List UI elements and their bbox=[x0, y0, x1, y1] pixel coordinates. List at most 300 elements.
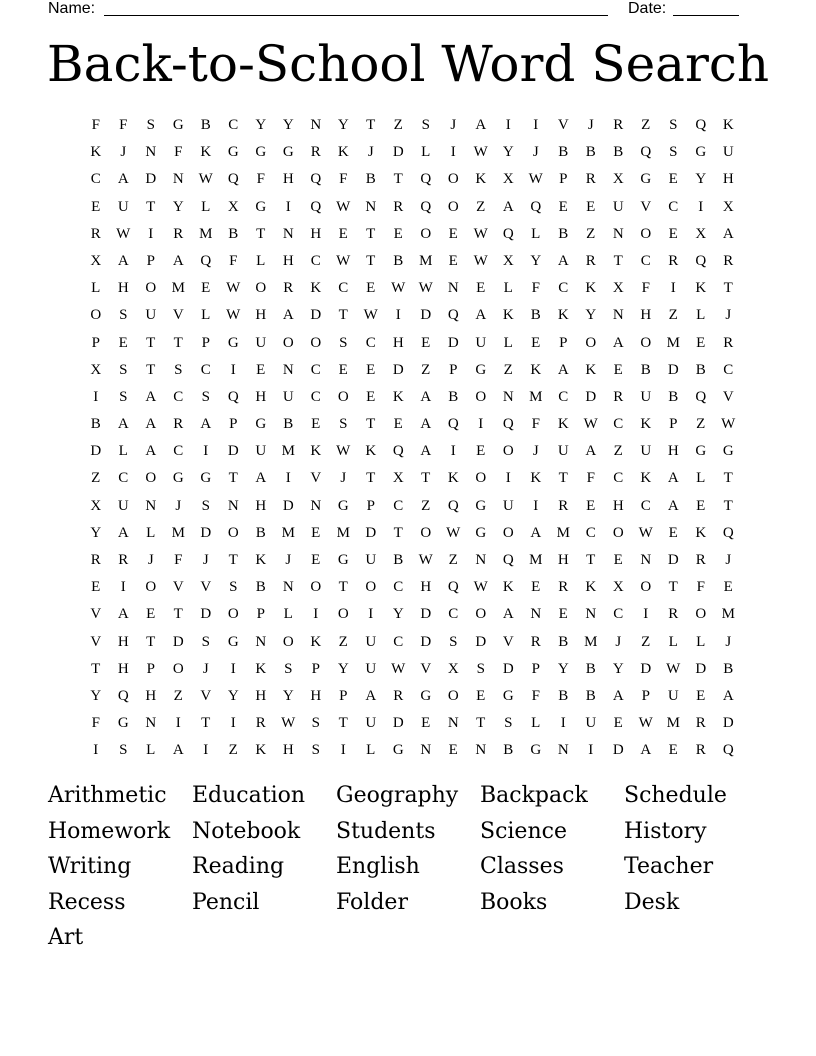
grid-letter: J bbox=[285, 552, 292, 568]
grid-row bbox=[82, 248, 742, 275]
grid-letter: U bbox=[255, 334, 267, 351]
grid-letter: W bbox=[336, 198, 351, 215]
grid-letter: O bbox=[227, 524, 239, 541]
grid-letter: G bbox=[337, 497, 349, 514]
grid-letter: D bbox=[420, 633, 432, 650]
grid-letter: O bbox=[145, 579, 157, 596]
word-list-item: Classes bbox=[480, 854, 564, 880]
grid-letter: P bbox=[229, 416, 238, 433]
grid-letter: C bbox=[393, 633, 404, 650]
grid-letter: T bbox=[586, 552, 596, 568]
grid-letter: F bbox=[229, 252, 238, 269]
grid-letter: S bbox=[119, 307, 128, 324]
grid-letter: N bbox=[612, 307, 624, 324]
grid-letter: M bbox=[281, 524, 295, 541]
grid-row bbox=[82, 194, 742, 221]
grid-letter: R bbox=[668, 606, 679, 623]
grid-row bbox=[82, 411, 742, 438]
grid-letter: B bbox=[585, 687, 596, 704]
grid-letter: Y bbox=[585, 307, 597, 324]
grid-letter: L bbox=[366, 742, 376, 759]
grid-letter: K bbox=[585, 280, 597, 297]
grid-letter: C bbox=[613, 606, 624, 623]
grid-letter: H bbox=[282, 742, 294, 759]
grid-letter: L bbox=[531, 225, 541, 242]
grid-letter: H bbox=[255, 687, 267, 704]
grid-letter: W bbox=[721, 416, 736, 433]
grid-letter: O bbox=[640, 334, 652, 351]
word-list-item: Homework bbox=[48, 818, 171, 844]
grid-letter: Q bbox=[420, 171, 432, 188]
grid-letter: E bbox=[256, 361, 266, 378]
grid-letter: Z bbox=[173, 687, 183, 704]
grid-letter: I bbox=[560, 715, 566, 732]
grid-letter: S bbox=[339, 416, 348, 433]
grid-row bbox=[82, 710, 742, 737]
grid-letter: G bbox=[475, 497, 487, 514]
grid-letter: W bbox=[446, 524, 461, 541]
grid-letter: B bbox=[365, 171, 376, 188]
grid-letter: U bbox=[640, 443, 652, 460]
grid-letter: K bbox=[475, 171, 487, 188]
grid-letter: A bbox=[585, 443, 597, 460]
grid-letter: R bbox=[90, 225, 101, 242]
grid-letter: B bbox=[530, 307, 541, 324]
grid-letter: W bbox=[336, 443, 351, 460]
grid-letter: K bbox=[530, 361, 542, 378]
grid-letter: R bbox=[283, 280, 294, 297]
date-blank-line bbox=[673, 15, 739, 16]
grid-letter: E bbox=[613, 715, 623, 732]
grid-letter: T bbox=[558, 470, 568, 487]
grid-letter: U bbox=[282, 388, 294, 405]
grid-letter: A bbox=[117, 171, 129, 188]
grid-letter: I bbox=[588, 742, 594, 759]
grid-letter: Q bbox=[227, 171, 239, 188]
grid-letter: N bbox=[145, 497, 157, 514]
grid-row bbox=[82, 547, 742, 574]
grid-letter: B bbox=[668, 388, 679, 405]
grid-letter: E bbox=[366, 388, 376, 405]
grid-letter: J bbox=[532, 443, 539, 460]
grid-letter: T bbox=[338, 579, 348, 596]
grid-letter: A bbox=[172, 742, 184, 759]
grid-letter: J bbox=[587, 117, 594, 133]
grid-letter: K bbox=[640, 416, 652, 433]
grid-letter: G bbox=[282, 144, 294, 161]
grid-letter: F bbox=[174, 552, 183, 568]
grid-letter: V bbox=[200, 687, 212, 704]
grid-letter: J bbox=[450, 117, 457, 133]
grid-letter: A bbox=[420, 388, 432, 405]
grid-letter: H bbox=[420, 579, 432, 596]
grid-letter: J bbox=[202, 552, 209, 568]
grid-letter: P bbox=[256, 606, 265, 623]
grid-letter: A bbox=[117, 416, 129, 433]
grid-letter: B bbox=[503, 742, 514, 759]
grid-letter: L bbox=[201, 198, 211, 215]
grid-letter: E bbox=[668, 742, 678, 759]
name-label: Name: bbox=[48, 0, 96, 17]
grid-letter: Q bbox=[502, 552, 514, 568]
grid-letter: G bbox=[227, 144, 239, 161]
grid-letter: S bbox=[421, 117, 430, 133]
grid-letter: Z bbox=[228, 742, 238, 759]
grid-row bbox=[82, 737, 742, 764]
grid-letter: N bbox=[475, 742, 487, 759]
grid-letter: M bbox=[721, 606, 735, 623]
grid-letter: T bbox=[146, 198, 156, 215]
grid-letter: U bbox=[117, 198, 129, 215]
grid-letter: T bbox=[393, 524, 403, 541]
grid-letter: E bbox=[531, 579, 541, 596]
word-list-item: Art bbox=[48, 925, 84, 951]
grid-letter: E bbox=[558, 198, 568, 215]
grid-letter: O bbox=[255, 280, 267, 297]
grid-letter: Q bbox=[722, 742, 734, 759]
grid-letter: A bbox=[502, 606, 514, 623]
grid-letter: R bbox=[255, 715, 266, 732]
grid-letter: E bbox=[311, 524, 321, 541]
grid-letter: Q bbox=[447, 579, 459, 596]
grid-letter: E bbox=[476, 280, 486, 297]
grid-letter: R bbox=[723, 252, 734, 269]
grid-letter: Q bbox=[117, 687, 129, 704]
grid-letter: U bbox=[365, 715, 377, 732]
grid-letter: K bbox=[695, 524, 707, 541]
grid-letter: D bbox=[310, 307, 322, 324]
grid-letter: Q bbox=[695, 388, 707, 405]
grid-letter: X bbox=[447, 660, 459, 677]
grid-letter: D bbox=[640, 660, 652, 677]
grid-letter: Q bbox=[695, 252, 707, 269]
grid-row bbox=[82, 221, 742, 248]
grid-letter: V bbox=[172, 307, 184, 324]
grid-letter: E bbox=[338, 361, 348, 378]
grid-letter: A bbox=[722, 225, 734, 242]
grid-letter: F bbox=[339, 171, 348, 188]
grid-letter: W bbox=[473, 252, 488, 269]
grid-letter: A bbox=[667, 470, 679, 487]
grid-letter: T bbox=[668, 579, 678, 596]
grid-letter: W bbox=[418, 552, 433, 568]
grid-letter: E bbox=[586, 198, 596, 215]
grid-letter: N bbox=[585, 606, 597, 623]
grid-letter: R bbox=[530, 633, 541, 650]
grid-letter: T bbox=[173, 606, 183, 623]
grid-row bbox=[82, 601, 742, 628]
grid-letter: C bbox=[448, 606, 459, 623]
grid-letter: B bbox=[558, 144, 569, 161]
grid-letter: T bbox=[228, 552, 238, 568]
grid-letter: M bbox=[281, 443, 295, 460]
grid-letter: L bbox=[146, 742, 156, 759]
grid-letter: N bbox=[310, 497, 322, 514]
grid-letter: K bbox=[585, 579, 597, 596]
grid-letter: T bbox=[366, 225, 376, 242]
grid-letter: T bbox=[173, 334, 183, 351]
grid-row bbox=[82, 330, 742, 357]
grid-letter: E bbox=[668, 171, 678, 188]
word-list-item: Science bbox=[480, 818, 567, 844]
grid-letter: C bbox=[310, 252, 321, 269]
grid-letter: V bbox=[502, 633, 514, 650]
grid-letter: P bbox=[559, 171, 568, 188]
grid-row bbox=[82, 683, 742, 710]
grid-letter: S bbox=[311, 715, 320, 732]
grid-letter: K bbox=[585, 361, 597, 378]
grid-letter: Q bbox=[420, 198, 432, 215]
grid-letter: R bbox=[310, 144, 321, 161]
grid-letter: E bbox=[91, 579, 101, 596]
grid-letter: K bbox=[530, 470, 542, 487]
grid-letter: E bbox=[586, 497, 596, 514]
grid-letter: S bbox=[504, 715, 513, 732]
grid-letter: Y bbox=[530, 252, 542, 269]
grid-letter: Q bbox=[695, 117, 707, 133]
grid-letter: L bbox=[118, 443, 128, 460]
grid-letter: W bbox=[391, 660, 406, 677]
grid-letter: E bbox=[311, 552, 321, 568]
grid-letter: E bbox=[723, 579, 733, 596]
grid-letter: G bbox=[392, 742, 404, 759]
grid-row bbox=[82, 629, 742, 656]
grid-letter: B bbox=[558, 687, 569, 704]
word-list-item: Recess bbox=[48, 889, 126, 915]
grid-letter: W bbox=[666, 660, 681, 677]
grid-letter: Y bbox=[502, 144, 514, 161]
grid-letter: M bbox=[171, 524, 185, 541]
grid-letter: C bbox=[613, 416, 624, 433]
grid-letter: G bbox=[420, 687, 432, 704]
grid-letter: G bbox=[227, 334, 239, 351]
grid-letter: E bbox=[146, 606, 156, 623]
grid-letter: O bbox=[502, 524, 514, 541]
grid-letter: D bbox=[172, 633, 184, 650]
grid-letter: N bbox=[172, 171, 184, 188]
grid-letter: O bbox=[365, 579, 377, 596]
grid-letter: O bbox=[502, 443, 514, 460]
grid-letter: U bbox=[475, 334, 487, 351]
grid-letter: N bbox=[557, 742, 569, 759]
grid-letter: N bbox=[612, 225, 624, 242]
grid-letter: A bbox=[722, 687, 734, 704]
grid-letter: D bbox=[392, 144, 404, 161]
grid-letter: S bbox=[476, 660, 485, 677]
grid-letter: I bbox=[450, 144, 456, 161]
grid-letter: D bbox=[392, 361, 404, 378]
grid-letter: E bbox=[366, 361, 376, 378]
grid-letter: Q bbox=[722, 524, 734, 541]
grid-letter: T bbox=[146, 633, 156, 650]
grid-letter: R bbox=[118, 552, 129, 568]
grid-letter: B bbox=[723, 660, 734, 677]
grid-letter: G bbox=[172, 117, 184, 133]
grid-letter: I bbox=[368, 606, 374, 623]
grid-letter: K bbox=[255, 742, 267, 759]
grid-row bbox=[82, 112, 742, 139]
grid-letter: N bbox=[282, 361, 294, 378]
grid-letter: E bbox=[558, 606, 568, 623]
grid-letter: G bbox=[227, 633, 239, 650]
grid-letter: C bbox=[393, 497, 404, 514]
grid-row bbox=[82, 438, 742, 465]
grid-letter: C bbox=[393, 579, 404, 596]
grid-row bbox=[82, 465, 742, 492]
grid-letter: H bbox=[117, 280, 129, 297]
grid-letter: O bbox=[420, 524, 432, 541]
grid-letter: I bbox=[230, 660, 236, 677]
grid-letter: F bbox=[641, 280, 650, 297]
grid-letter: L bbox=[696, 633, 706, 650]
grid-letter: M bbox=[199, 225, 213, 242]
grid-letter: Y bbox=[90, 687, 102, 704]
grid-letter: N bbox=[282, 225, 294, 242]
grid-letter: L bbox=[146, 524, 156, 541]
grid-letter: K bbox=[310, 280, 322, 297]
grid-letter: E bbox=[366, 280, 376, 297]
grid-letter: T bbox=[613, 252, 623, 269]
grid-letter: D bbox=[145, 171, 157, 188]
grid-letter: H bbox=[255, 388, 267, 405]
grid-letter: L bbox=[91, 280, 101, 297]
grid-letter: K bbox=[722, 117, 734, 133]
grid-letter: K bbox=[200, 144, 212, 161]
word-list-item: Teacher bbox=[624, 854, 714, 880]
grid-letter: B bbox=[695, 361, 706, 378]
grid-letter: T bbox=[91, 660, 101, 677]
grid-letter: S bbox=[284, 660, 293, 677]
grid-letter: B bbox=[200, 117, 211, 133]
grid-letter: R bbox=[695, 552, 706, 568]
grid-letter: J bbox=[725, 552, 732, 568]
grid-letter: O bbox=[90, 307, 102, 324]
grid-letter: G bbox=[337, 552, 349, 568]
grid-letter: T bbox=[201, 715, 211, 732]
grid-letter: A bbox=[117, 524, 129, 541]
word-list-item: Reading bbox=[192, 854, 285, 880]
grid-letter: P bbox=[559, 334, 568, 351]
grid-letter: X bbox=[90, 252, 102, 269]
grid-letter: O bbox=[612, 524, 624, 541]
grid-letter: A bbox=[172, 252, 184, 269]
grid-letter: K bbox=[310, 443, 322, 460]
grid-letter: F bbox=[119, 117, 128, 133]
grid-letter: D bbox=[227, 443, 239, 460]
grid-letter: C bbox=[585, 524, 596, 541]
grid-letter: W bbox=[473, 144, 488, 161]
grid-letter: F bbox=[91, 715, 100, 732]
grid-letter: X bbox=[502, 252, 514, 269]
grid-letter: P bbox=[339, 687, 348, 704]
grid-letter: A bbox=[612, 687, 624, 704]
grid-letter: A bbox=[145, 388, 157, 405]
grid-letter: D bbox=[200, 606, 212, 623]
grid-letter: Z bbox=[476, 198, 486, 215]
grid-letter: C bbox=[173, 443, 184, 460]
grid-letter: L bbox=[503, 334, 513, 351]
grid-letter: D bbox=[200, 524, 212, 541]
grid-letter: K bbox=[365, 443, 377, 460]
grid-letter: H bbox=[392, 334, 404, 351]
grid-letter: I bbox=[285, 470, 291, 487]
grid-letter: Y bbox=[90, 524, 102, 541]
grid-letter: A bbox=[502, 198, 514, 215]
grid-letter: R bbox=[613, 388, 624, 405]
grid-letter: I bbox=[230, 361, 236, 378]
word-list-item: Students bbox=[336, 818, 436, 844]
grid-letter: A bbox=[557, 361, 569, 378]
grid-letter: Q bbox=[392, 443, 404, 460]
grid-letter: H bbox=[310, 225, 322, 242]
grid-letter: P bbox=[449, 361, 458, 378]
grid-row bbox=[82, 275, 742, 302]
grid-letter: K bbox=[557, 416, 569, 433]
grid-letter: Z bbox=[448, 552, 458, 568]
grid-letter: C bbox=[310, 361, 321, 378]
grid-letter: C bbox=[118, 470, 129, 487]
grid-letter: E bbox=[476, 687, 486, 704]
grid-letter: X bbox=[612, 579, 624, 596]
grid-letter: B bbox=[90, 416, 101, 433]
grid-letter: A bbox=[420, 443, 432, 460]
grid-letter: M bbox=[171, 280, 185, 297]
grid-letter: J bbox=[725, 307, 732, 324]
grid-letter: D bbox=[420, 307, 432, 324]
grid-letter: D bbox=[475, 633, 487, 650]
grid-letter: B bbox=[393, 552, 404, 568]
grid-letter: W bbox=[638, 524, 653, 541]
grid-letter: Z bbox=[338, 633, 348, 650]
grid-letter: Y bbox=[282, 687, 294, 704]
header bbox=[48, 0, 748, 20]
grid-letter: Y bbox=[612, 660, 624, 677]
grid-letter: P bbox=[146, 660, 155, 677]
grid-letter: C bbox=[558, 280, 569, 297]
grid-letter: W bbox=[281, 715, 296, 732]
grid-letter: P bbox=[311, 660, 320, 677]
grid-letter: Q bbox=[502, 416, 514, 433]
word-list-item: Books bbox=[480, 889, 548, 915]
grid-letter: I bbox=[203, 443, 209, 460]
grid-letter: N bbox=[310, 117, 322, 133]
grid-letter: T bbox=[228, 470, 238, 487]
grid-letter: R bbox=[558, 579, 569, 596]
grid-letter: Q bbox=[640, 144, 652, 161]
grid-letter: B bbox=[585, 660, 596, 677]
grid-letter: D bbox=[667, 552, 679, 568]
grid-letter: B bbox=[448, 388, 459, 405]
grid-letter: Z bbox=[641, 633, 651, 650]
grid-letter: G bbox=[530, 742, 542, 759]
grid-letter: J bbox=[340, 470, 347, 487]
grid-letter: R bbox=[173, 225, 184, 242]
grid-letter: S bbox=[229, 579, 238, 596]
grid-letter: G bbox=[255, 144, 267, 161]
grid-letter: T bbox=[366, 117, 376, 133]
grid-letter: O bbox=[282, 334, 294, 351]
grid-letter: E bbox=[448, 225, 458, 242]
grid-letter: I bbox=[395, 307, 401, 324]
grid-letter: M bbox=[584, 633, 598, 650]
grid-letter: B bbox=[393, 252, 404, 269]
grid-letter: K bbox=[255, 660, 267, 677]
grid-letter: V bbox=[90, 606, 102, 623]
grid-letter: S bbox=[339, 334, 348, 351]
grid-letter: J bbox=[202, 660, 209, 677]
grid-letter: X bbox=[502, 171, 514, 188]
grid-letter: O bbox=[145, 280, 157, 297]
